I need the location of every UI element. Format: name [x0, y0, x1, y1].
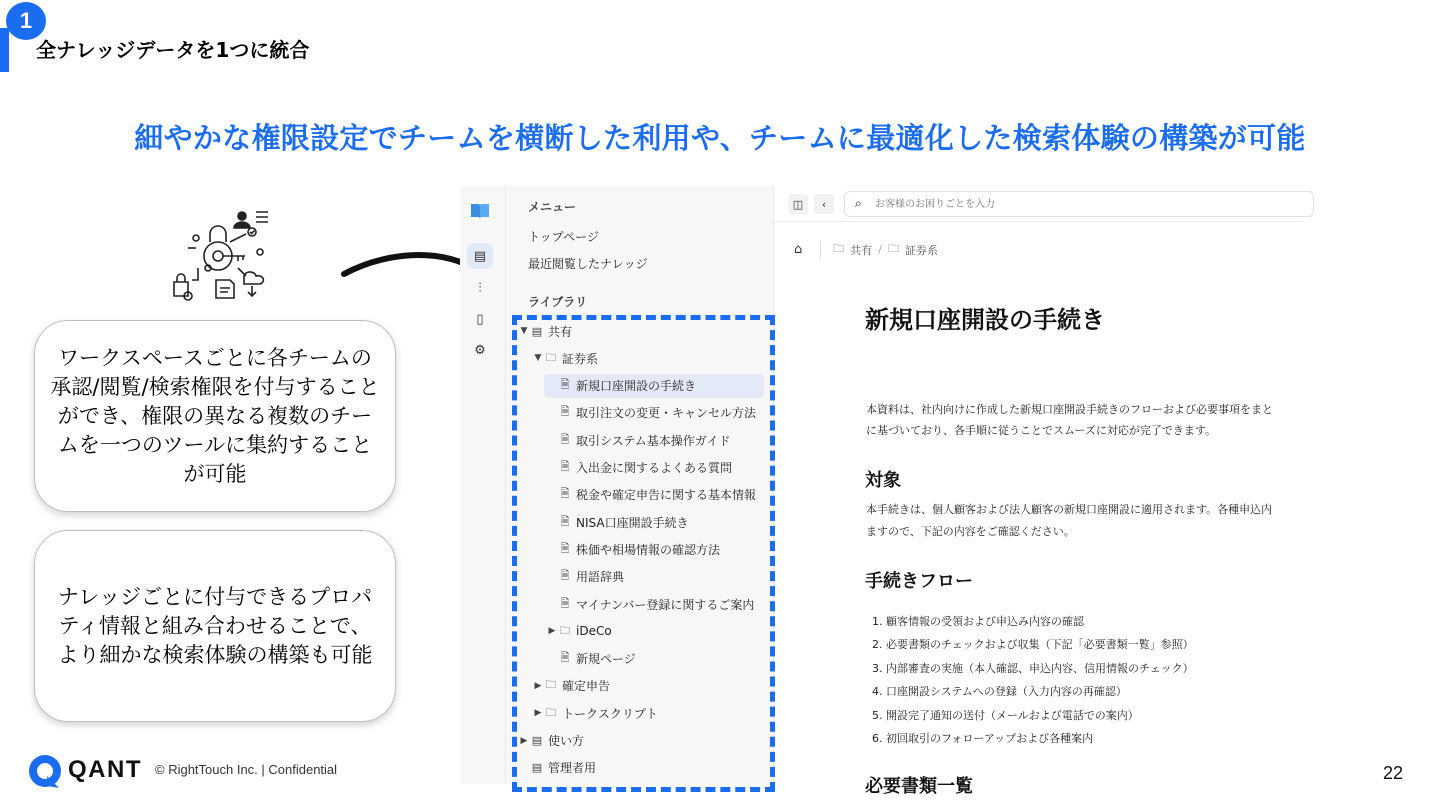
- permission-lock-illustration: [168, 208, 274, 304]
- tree-item-label: 入出金に関するよくある質問: [576, 461, 733, 475]
- folder-icon: 🗀: [559, 623, 571, 637]
- folder-icon: 🗀: [545, 678, 557, 692]
- library-heading: ライブラリ: [528, 295, 588, 309]
- menu-heading: メニュー: [528, 200, 577, 214]
- list-item: 3. 内部審査の実施（本人確認、申込内容、信用情報のチェック）: [872, 661, 1194, 675]
- tree-item-label: 使い方: [548, 734, 585, 748]
- caret-right-icon[interactable]: ▶: [534, 680, 542, 691]
- tree-item-label: iDeCo: [576, 624, 612, 639]
- tree-item-label: 新規ページ: [576, 652, 636, 667]
- breadcrumb-item-securities[interactable]: 証券系: [904, 243, 938, 257]
- folder-icon: 🗀: [833, 242, 845, 255]
- page-number: 22: [1382, 763, 1403, 783]
- tree-item-label: 証券系: [562, 351, 599, 366]
- document-icon: 🗎: [560, 432, 570, 446]
- list-item: 5. 開設完了通知の送付（メールおよび電話での案内）: [872, 708, 1139, 722]
- caret-down-icon[interactable]: ▼: [534, 353, 542, 364]
- top-toolbar: [774, 186, 1302, 222]
- breadcrumb-divider: [820, 241, 821, 259]
- list-item: 6. 初回取引のフォローアップおよび各種案内: [872, 732, 1094, 746]
- list-item: 4. 口座開設システムへの登録（入力内容の再確認）: [872, 685, 1127, 699]
- caret-right-icon[interactable]: ▶: [548, 626, 556, 637]
- document-title: 新規口座開設の手続き: [865, 306, 1105, 334]
- book-icon: ▤: [531, 761, 543, 775]
- tree-item-label: トークスクリプト: [562, 706, 658, 721]
- caret-right-icon[interactable]: ▶: [534, 708, 542, 719]
- book-icon: ▤: [531, 324, 543, 338]
- document-icon: 🗎: [560, 569, 570, 583]
- qant-wordmark: QANT: [68, 756, 142, 783]
- analytics-icon[interactable]: ⫶: [478, 280, 482, 296]
- tree-item-label: 取引注文の変更・キャンセル方法: [575, 406, 756, 421]
- toggle-sidebar-icon[interactable]: ◫: [788, 194, 808, 214]
- section-heading-documents: 必要書類一覧: [865, 776, 973, 797]
- breadcrumb-slash: /: [878, 243, 882, 256]
- breadcrumb: [794, 240, 938, 259]
- home-icon[interactable]: ⌂: [794, 242, 803, 257]
- document-icon: 🗎: [560, 596, 570, 610]
- target-line-1: 本手続きは、個人顧客および法人顧客の新規口座開設に適用されます。各種申込内: [866, 503, 1273, 516]
- section-accent-bar: [0, 28, 9, 72]
- folder-icon: 🗀: [545, 705, 557, 719]
- callout-2-text: ナレッジごとに付与できるプロパティ情報と組み合わせることで、より細かな検索体験の構築も可能: [57, 584, 373, 667]
- tree-item-label: 用語辞典: [576, 570, 625, 585]
- tree-item-label: 新規口座開設の手続き: [576, 379, 697, 394]
- tree-item-label: マイナンバー登録に関するご案内: [576, 597, 755, 612]
- tree-item-label: 確定申告: [562, 679, 611, 694]
- clipboard-icon[interactable]: ▯: [476, 311, 484, 327]
- document-icon: 🗎: [560, 541, 570, 555]
- footer-copyright: © RightTouch Inc. | Confidential: [155, 762, 338, 777]
- slide-headline: 細やかな権限設定でチームを横断した利用や、チームに最適化した検索体験の構築が可能: [134, 121, 1306, 155]
- tree-item-label: NISA口座開設手続き: [576, 515, 689, 530]
- document-icon: 🗎: [560, 514, 570, 528]
- tree-item-label: 取引システム基本操作ガイド: [576, 433, 731, 448]
- document-view: [774, 186, 1302, 797]
- icon-rail: [460, 186, 506, 784]
- document-intro-line-1: 本資料は、社内向けに作成した新規口座開設手続きのフローおよび必要事項をまと: [866, 403, 1273, 416]
- settings-gear-icon[interactable]: ⚙: [474, 342, 486, 358]
- document-icon: 🗎: [560, 651, 570, 665]
- document-icon: 🗎: [560, 405, 570, 419]
- folder-icon: 🗀: [887, 242, 899, 255]
- caret-down-icon[interactable]: ▼: [520, 326, 528, 336]
- tree-item-label: 税金や確定申告に関する基本情報: [575, 488, 756, 503]
- callout-1-text: ワークスペースごとに各チームの承認/閲覧/検索権限を付与することができ、権限の異なる複数のチームを一つのツールに集約することが可能: [50, 345, 380, 486]
- document-intro-line-2: に基づいており、各手順に従うことでスムーズに対応が完了できます。: [866, 424, 1217, 437]
- tree-item-label: 株価や相場情報の確認方法: [576, 542, 721, 557]
- app-book-logo-icon[interactable]: [467, 198, 493, 224]
- qant-logo-icon: [28, 754, 62, 788]
- list-item: 2. 必要書類のチェックおよび収集（下記「必要書類一覧」参照）: [872, 638, 1194, 652]
- document-icon: 🗎: [560, 378, 570, 392]
- document-icon: 🗎: [560, 460, 570, 473]
- section-heading-target: 対象: [865, 470, 901, 491]
- flow-steps-list: [872, 610, 1194, 750]
- section-number-badge: 1: [6, 2, 46, 40]
- document-icon: 🗎: [560, 487, 570, 501]
- library-tree-highlight: [512, 315, 775, 792]
- search-icon: ⌕: [855, 196, 862, 210]
- book-icon: ▤: [531, 734, 543, 747]
- list-item: 1. 顧客情報の受領および申込み内容の確認: [872, 615, 1084, 628]
- search-bar[interactable]: [844, 191, 1314, 217]
- breadcrumb-item-shared[interactable]: 共有: [850, 243, 873, 257]
- sidebar-link-recent[interactable]: 最近閲覧したナレッジ: [528, 257, 648, 271]
- back-chevron-icon[interactable]: ‹: [814, 194, 834, 214]
- target-line-2: ますので、下記の内容をご確認ください。: [866, 525, 1075, 538]
- knowledge-list-icon[interactable]: ▤: [467, 243, 493, 269]
- section-heading-flow: 手続きフロー: [865, 571, 973, 592]
- tree-item-label: 共有: [548, 324, 573, 339]
- callout-workspace-permissions: [34, 320, 396, 512]
- caret-right-icon[interactable]: ▶: [520, 735, 528, 746]
- search-input[interactable]: [875, 196, 1295, 212]
- tree-item-label: 管理者用: [548, 761, 597, 776]
- section-title: 全ナレッジデータを1つに統合: [36, 38, 310, 62]
- callout-property-search: [34, 530, 396, 722]
- sidebar-link-top-page[interactable]: トップページ: [528, 230, 599, 244]
- folder-icon: 🗀: [545, 350, 557, 364]
